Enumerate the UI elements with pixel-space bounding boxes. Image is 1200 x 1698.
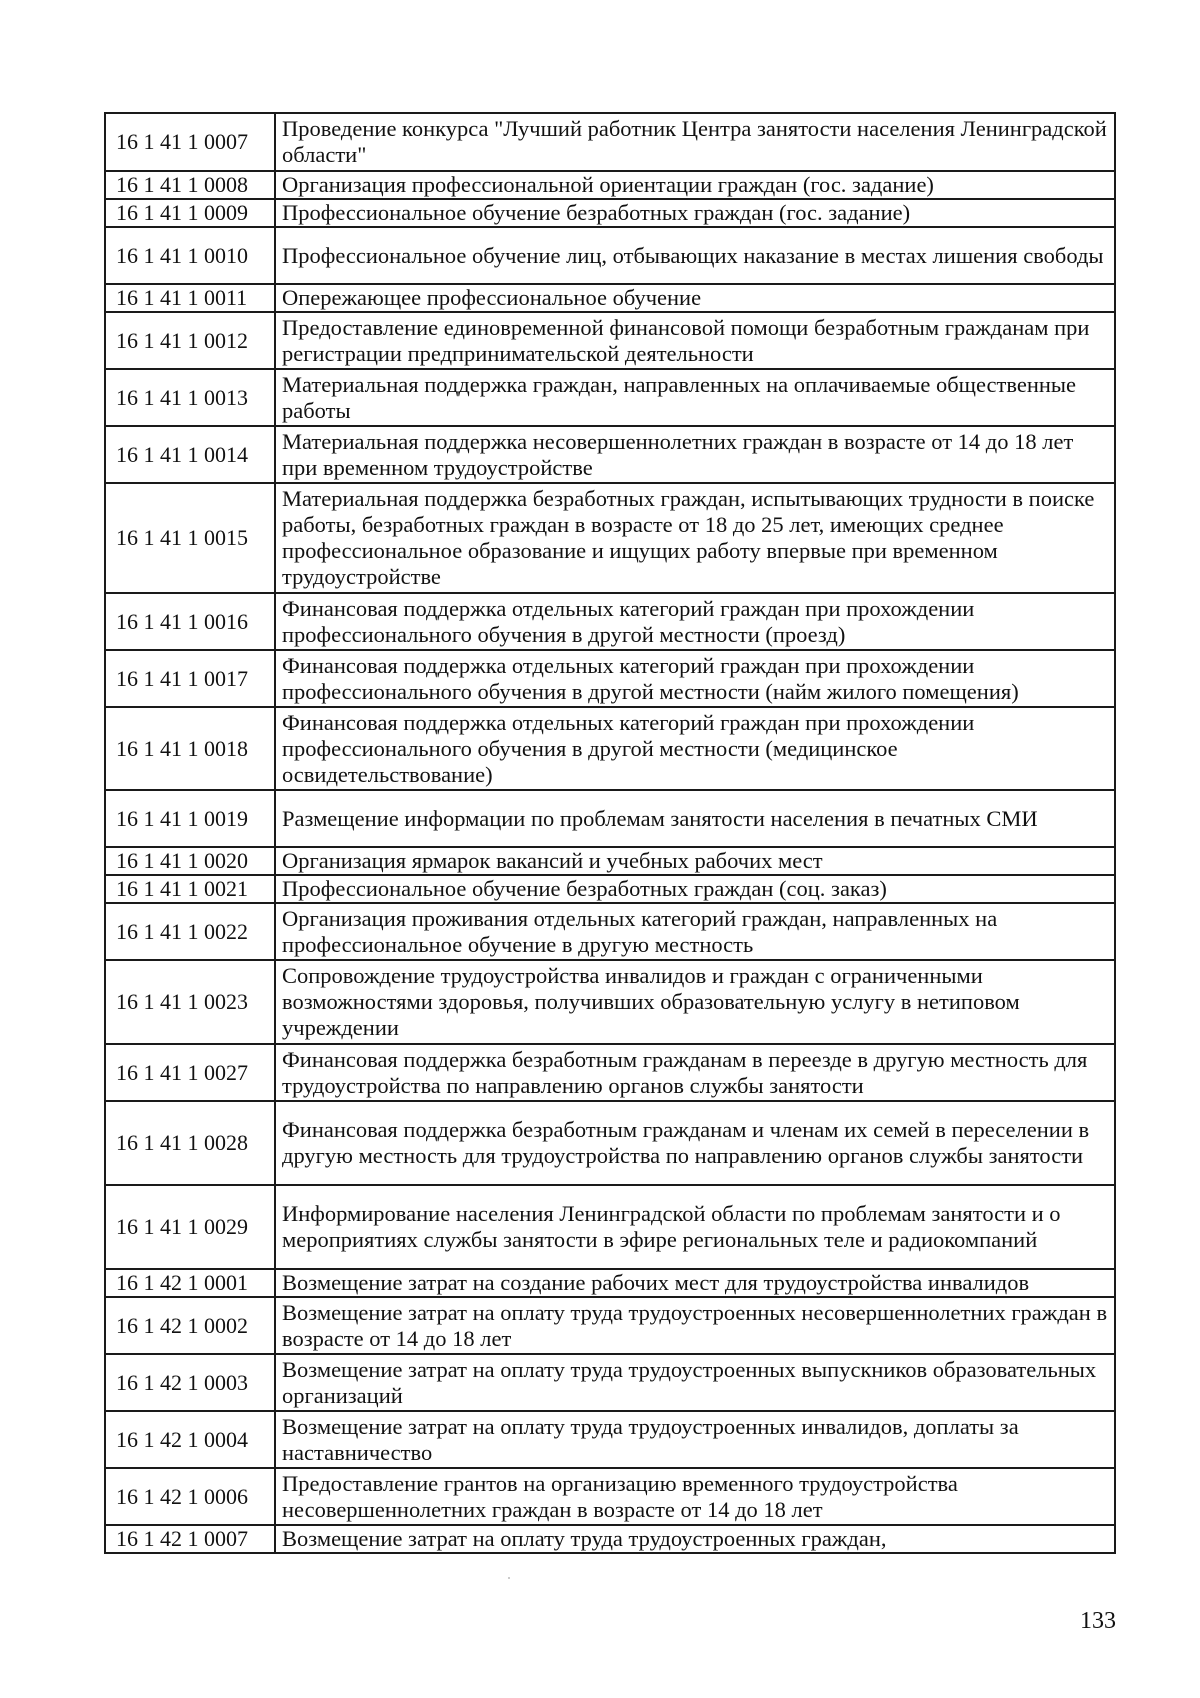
table-row (105, 875, 1115, 903)
row-description: Возмещение затрат на оплату труда трудоустроенных выпускников образовательных организаций (275, 1354, 1115, 1411)
row-code: 16 1 41 1 0028 (105, 1101, 275, 1185)
table-row (105, 1185, 1115, 1269)
row-code: 16 1 41 1 0023 (105, 960, 275, 1044)
page-number: 133 (1080, 1608, 1116, 1634)
row-code: 16 1 41 1 0019 (105, 790, 275, 847)
row-code: 16 1 42 1 0001 (105, 1269, 275, 1297)
row-code: 16 1 41 1 0007 (105, 113, 275, 171)
row-code: 16 1 42 1 0002 (105, 1297, 275, 1354)
table-row (105, 1354, 1115, 1411)
row-code: 16 1 41 1 0008 (105, 171, 275, 199)
row-description: Возмещение затрат на оплату труда трудоустроенных несовершеннолетних граждан в возрасте от 14 до 18 лет (275, 1297, 1115, 1354)
table-row (105, 650, 1115, 707)
row-description: Финансовая поддержка безработным гражданам и членам их семей в переселении в другую местность для трудоустройства по направлению органов службы занятости (275, 1101, 1115, 1185)
table-row (105, 227, 1115, 284)
row-description: Финансовая поддержка отдельных категорий граждан при прохождении профессионального обучения в другой местности (найм жилого помещения) (275, 650, 1115, 707)
table-row (105, 903, 1115, 960)
row-description: Профессиональное обучение безработных граждан (гос. задание) (275, 199, 1115, 227)
row-code: 16 1 41 1 0010 (105, 227, 275, 284)
table-row (105, 369, 1115, 426)
table-row (105, 1468, 1115, 1525)
row-description: Возмещение затрат на оплату труда трудоустроенных граждан, (275, 1525, 1115, 1553)
row-description: Предоставление грантов на организацию временного трудоустройства несовершеннолетних граждан в возрасте от 14 до 18 лет (275, 1468, 1115, 1525)
row-code: 16 1 42 1 0006 (105, 1468, 275, 1525)
row-code: 16 1 41 1 0017 (105, 650, 275, 707)
row-description: Информирование населения Ленинградской области по проблемам занятости и о мероприятиях службы занятости в эфире региональных теле и радиокомпаний (275, 1185, 1115, 1269)
row-code: 16 1 41 1 0011 (105, 284, 275, 312)
row-code: 16 1 41 1 0009 (105, 199, 275, 227)
row-description: Профессиональное обучение лиц, отбывающих наказание в местах лишения свободы (275, 227, 1115, 284)
table-row (105, 199, 1115, 227)
table-row (105, 284, 1115, 312)
row-code: 16 1 41 1 0012 (105, 312, 275, 369)
row-code: 16 1 41 1 0013 (105, 369, 275, 426)
row-code: 16 1 41 1 0020 (105, 847, 275, 875)
row-description: Размещение информации по проблемам занятости населения в печатных СМИ (275, 790, 1115, 847)
row-code: 16 1 41 1 0014 (105, 426, 275, 483)
table-row (105, 1269, 1115, 1297)
row-description: Возмещение затрат на оплату труда трудоустроенных инвалидов, доплаты за наставничество (275, 1411, 1115, 1468)
table-row (105, 790, 1115, 847)
row-description: Организация профессиональной ориентации граждан (гос. задание) (275, 171, 1115, 199)
table-row (105, 483, 1115, 593)
budget-codes-table (104, 112, 1116, 1554)
row-description: Финансовая поддержка отдельных категорий граждан при прохождении профессионального обучения в другой местности (проезд) (275, 593, 1115, 650)
table-row (105, 1044, 1115, 1101)
table-row (105, 1101, 1115, 1185)
row-description: Опережающее профессиональное обучение (275, 284, 1115, 312)
table-row (105, 113, 1115, 171)
table-row (105, 1411, 1115, 1468)
row-code: 16 1 42 1 0003 (105, 1354, 275, 1411)
row-code: 16 1 41 1 0015 (105, 483, 275, 593)
row-code: 16 1 41 1 0027 (105, 1044, 275, 1101)
table-row (105, 171, 1115, 199)
row-code: 16 1 41 1 0021 (105, 875, 275, 903)
table-row (105, 593, 1115, 650)
row-description: Предоставление единовременной финансовой помощи безработным гражданам при регистрации предпринимательской деятельности (275, 312, 1115, 369)
row-description: Организация проживания отдельных категорий граждан, направленных на профессиональное обучение в другую местность (275, 903, 1115, 960)
row-code: 16 1 41 1 0022 (105, 903, 275, 960)
row-description: Организация ярмарок вакансий и учебных рабочих мест (275, 847, 1115, 875)
table-row (105, 1297, 1115, 1354)
table-row (105, 707, 1115, 790)
scan-speck (508, 1577, 510, 1579)
table-row (105, 960, 1115, 1044)
table-row (105, 847, 1115, 875)
row-code: 16 1 41 1 0016 (105, 593, 275, 650)
table-row (105, 426, 1115, 483)
row-description: Возмещение затрат на создание рабочих мест для трудоустройства инвалидов (275, 1269, 1115, 1297)
row-code: 16 1 41 1 0018 (105, 707, 275, 790)
row-description: Профессиональное обучение безработных граждан (соц. заказ) (275, 875, 1115, 903)
row-code: 16 1 42 1 0007 (105, 1525, 275, 1553)
row-description: Материальная поддержка безработных граждан, испытывающих трудности в поиске работы, безработных граждан в возрасте от 18 до 25 лет, имеющих среднее профессиональное образование и ищущих работу впервые при временном трудоустройстве (275, 483, 1115, 593)
row-description: Финансовая поддержка безработным гражданам в переезде в другую местность для трудоустройства по направлению органов службы занятости (275, 1044, 1115, 1101)
row-code: 16 1 41 1 0029 (105, 1185, 275, 1269)
row-description: Материальная поддержка несовершеннолетних граждан в возрасте от 14 до 18 лет при временном трудоустройстве (275, 426, 1115, 483)
table-body (105, 113, 1115, 1553)
row-description: Финансовая поддержка отдельных категорий граждан при прохождении профессионального обучения в другой местности (медицинское освидетельствование) (275, 707, 1115, 790)
row-description: Сопровождение трудоустройства инвалидов и граждан с ограниченными возможностями здоровья, получивших образовательную услугу в нетиповом учреждении (275, 960, 1115, 1044)
row-code: 16 1 42 1 0004 (105, 1411, 275, 1468)
table-row (105, 1525, 1115, 1553)
row-description: Материальная поддержка граждан, направленных на оплачиваемые общественные работы (275, 369, 1115, 426)
row-description: Проведение конкурса "Лучший работник Центра занятости населения Ленинградской области" (275, 113, 1115, 171)
table-row (105, 312, 1115, 369)
